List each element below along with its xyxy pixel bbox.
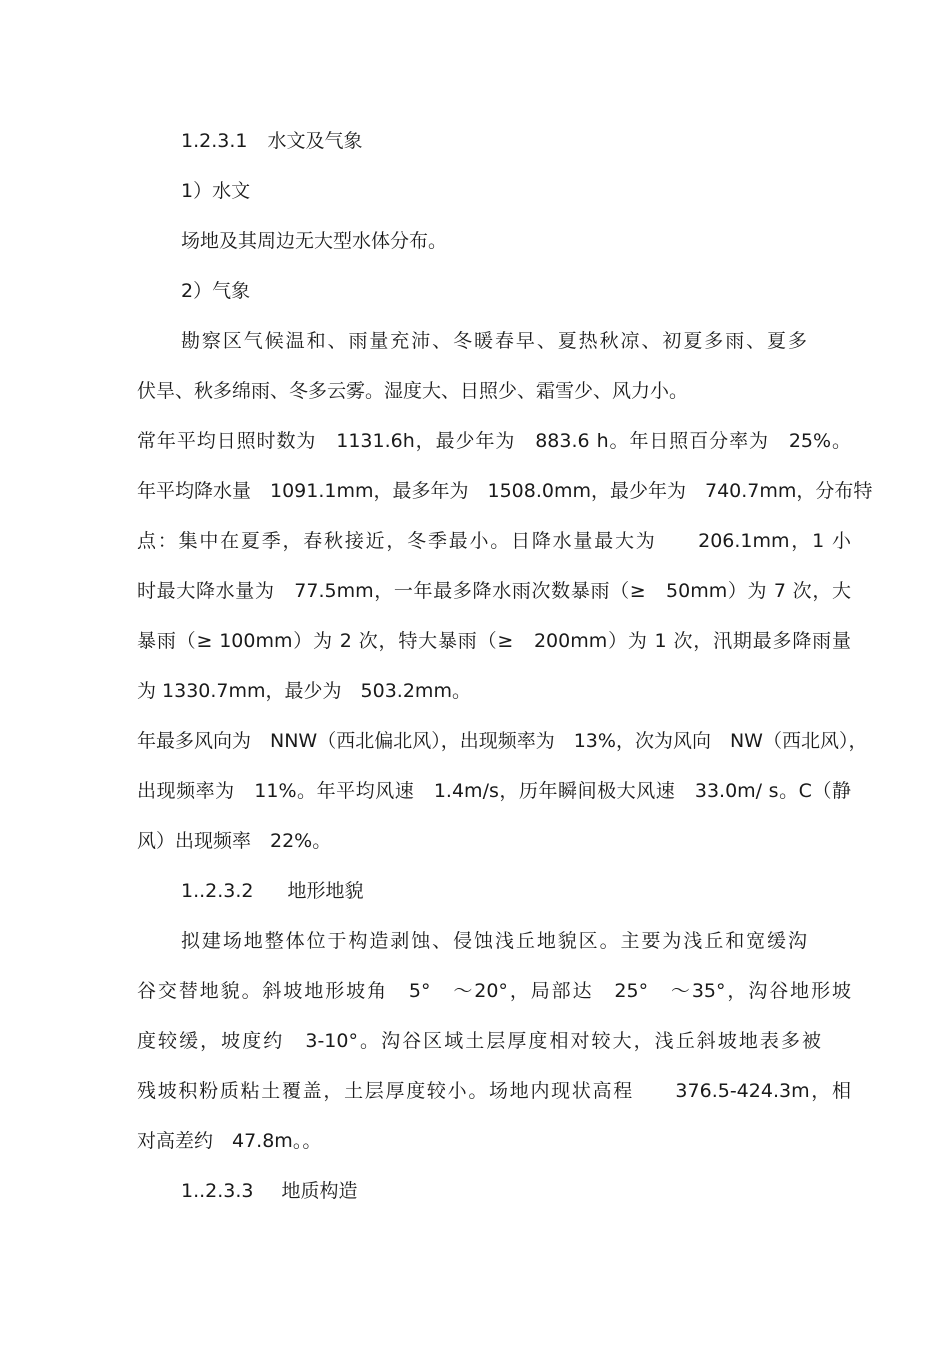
sunshine-rain-line: 为 1330.7mm，最少为 503.2mm。 xyxy=(137,680,471,702)
section-number: 1..2.3.2 xyxy=(181,880,254,902)
wind-line: 风）出现频率 22%。 xyxy=(137,830,332,852)
terrain-line: 拟建场地整体位于构造剥蚀、侵蚀浅丘地貌区。主要为浅丘和宽缓沟 xyxy=(181,930,807,952)
hydrology-text: 场地及其周边无大型水体分布。 xyxy=(181,230,448,252)
section-title: 水文及气象 xyxy=(267,130,363,152)
section-heading-1233 xyxy=(181,1179,358,1203)
climate-line: 伏旱、秋多绵雨、冬多云雾。湿度大、日照少、霜雪少、风力小。 xyxy=(137,380,689,402)
wind-line: 年最多风向为 NNW（西北偏北风），出现频率为 13%，次为风向 NW（西北风）， xyxy=(137,730,868,752)
section-number: 1.2.3.1 xyxy=(181,130,248,152)
terrain-line: 度较缓，坡度约 3-10°。沟谷区域土层厚度相对较大，浅丘斜坡地表多被 xyxy=(137,1030,821,1052)
wind-line: 出现频率为 11%。年平均风速 1.4m/s，历年瞬间极大风速 33.0m/ s。C（静 xyxy=(137,780,851,802)
terrain-line: 对高差约 47.8m。。 xyxy=(137,1130,322,1152)
section-heading-1232 xyxy=(181,879,364,903)
terrain-line: 残坡积粉质粘土覆盖，土层厚度较小。场地内现状高程 376.5-424.3m，相 xyxy=(137,1080,851,1102)
terrain-line: 谷交替地貌。斜坡地形坡角 5° ～20°，局部达 25° ～35°，沟谷地形坡 xyxy=(137,980,851,1002)
sunshine-rain-line: 年平均降水量 1091.1mm，最多年为 1508.0mm，最少年为 740.7mm，分布特 xyxy=(137,480,873,502)
sunshine-rain-line: 暴雨（≥ 100mm）为 2 次，特大暴雨（≥ 200mm）为 1 次，汛期最多降雨量 xyxy=(137,630,851,652)
section-title: 地质构造 xyxy=(281,1180,358,1202)
meteorology-heading: 2）气象 xyxy=(181,280,251,302)
sunshine-rain-line: 时最大降水量为 77.5mm，一年最多降水雨次数暴雨（≥ 50mm）为 7 次，大 xyxy=(137,580,851,602)
sunshine-rain-line: 点：集中在夏季，春秋接近，冬季最小。日降水量最大为 206.1mm，1 小 xyxy=(137,530,851,552)
climate-line: 勘察区气候温和、雨量充沛、冬暖春早、夏热秋凉、初夏多雨、夏多 xyxy=(181,330,807,352)
section-title: 地形地貌 xyxy=(287,880,364,902)
hydrology-heading: 1）水文 xyxy=(181,180,251,202)
sunshine-rain-line: 常年平均日照时数为 1131.6h，最少年为 883.6 h。年日照百分率为 25%。 xyxy=(137,430,851,452)
section-number: 1..2.3.3 xyxy=(181,1180,254,1202)
section-heading-1231 xyxy=(181,129,363,153)
